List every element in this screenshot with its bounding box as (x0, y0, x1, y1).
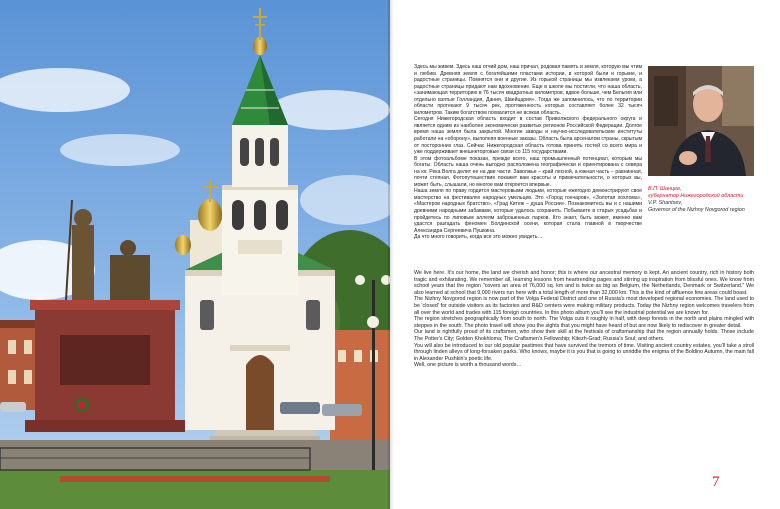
governor-portrait (648, 66, 754, 176)
english-paragraph: You will also be introduced to our old popular pastimes that have survived the tremors of time. Visiting ancient country estates, you'll take a stroll through linden alleys of long-forsaken parks. Who knows, maybe it is you that is going to unriddle the enigma of the Boldino Autumn, the main fall in Alexander Pushkin's poetic life. (414, 342, 754, 362)
governor-portrait-image (648, 66, 754, 176)
english-paragraph: Our land is rightfully proud of its craftsmen, who show their skill at the festivals of craftsmanship that the region annually holds. Those include The Potter's City; Golden Khokhloma; The Craftsmen's Fellowship; Kitezh-Grad; Russia's Soul; and others. (414, 329, 754, 342)
portrait-caption (648, 186, 768, 214)
russian-paragraph: Наша земля по праву гордится мастеровыми людьми, которые ежегодно демонстрируют свое мастерство на фестивалях народных умельцев. Это «Город гончаров», «Золотая хохлома», «Мастеров народных братство», «Град Китеж – душа России». Познакомитесь вы и с нашими древними народными забавами, которые удалось сохранить. Побываете в старых усадьбах и пройдетесь по липовым аллеям заброшенных парков. Кто знает, быть может, именно вам удастся разгадать феномен Болдинской осени, которая стала главной в творчестве Александра Сергеевича Пушкина. (414, 188, 642, 234)
russian-paragraph: Здесь мы живем. Здесь наш отчий дом, наш причал, родовая память и земля, которую мы чтим и любим. Древняя земля с богатейшими пластами истории, в которой были и горькие, и радостные страницы. Помнятся они и другие. Из горькой страницы мы извлекаем уроки, а радостные страницы придают нам вдохновение. Еще в школе мы постигли, что наша область, «занимающая территорию в 76 тысяч квадратных километров, вдвое больше, чем Бельгия или отдельно взятые Голландия, Дания, Швейцария». Тогда же запомнилось, что по территории области протекают 9 тысяч рек, протяженность которых составляет более 32 тысяч километров. Таким богатством похвалится не всякая область. (414, 64, 642, 116)
caption-title-ru: губернатор Нижегородской области (648, 193, 744, 199)
english-paragraph: The region stretches geographically from south to north. The Volga cuts it roughly in half, with deep forests in the north and plains mingled with steppes in the south. The photo travel will show you the sights that you might have heard of but are now likely to rediscover in greater detail. (414, 316, 754, 329)
english-paragraph: We live here. It's our home, the land we cherish and honor; this is where our ancestral memory is kept. An ancient country, rich in history both tragic and exhilarating. We remember all, learning lessons from heartrending pages and stirring up inspiration from blissful ones. We know from school years that the region "covers an area of 76,000 sq. km and is twice as big as Belgium, the Netherlands, Denmark or Switzerland." We also learned at school that 9,000 rivers run here with a total length of more than 32,000 km. This is the kind of affluence few areas could boast. (414, 270, 754, 296)
russian-paragraph: В этом фотоальбоме показан, прежде всего, наш промышленный потенциал, которым мы богаты. Область наша очень выгодно расположена географически и ориентирована с севера на юг. Река Волга делит ее на две части. Заволжье – край лесной, а южная часть – равнинная, почти степная. Фотопутешествие покажет вам красоты и примечательности, о которых вы, может быть, слышали, но многое вам откроется впервые. (414, 155, 642, 188)
russian-foreword (414, 64, 642, 241)
caption-name-en: V.P. Shantsev, (648, 200, 683, 206)
english-paragraph: Well, one picture is worth a thousand words… (414, 362, 522, 369)
right-page (394, 0, 780, 509)
english-paragraph: The Nizhny Novgorod region is now part of the Volga Federal District and one of Russia's most developed regional economies. The land used to be 'closed' for outside visitors as its factories and R&D centers were making military products. Today the Nizhny region welcomes travelers from all over the world and trades with 115 foreign countries. In this photo album you'll see the industrial potential we are known for. (414, 296, 754, 316)
russian-paragraph: Сегодня Нижегородская область входит в состав Приволжского федерального округа и является одним из наиболее экономически развитых регионов Российской Федерации. Долгое время наша земля была закрытой. Многие заводы и научно-исследовательские институты работали на «оборону», выполняя военные заказы. Область была арсеналом страны, скрытым от посторонних глаз. Сейчас Нижегородская область готова принять гостей со всего мира и уже поддерживает внешнеторговые связи со 115 государствами. (414, 116, 642, 156)
page-number: 7 (712, 474, 720, 490)
caption-title-en: Governor of the Nizhny Novgorod region (648, 207, 745, 213)
english-foreword (414, 270, 754, 369)
russian-paragraph: Да что много говорить, когда все это можно увидеть… (414, 234, 543, 241)
caption-name-ru: В.П. Шанцев, (648, 186, 682, 192)
